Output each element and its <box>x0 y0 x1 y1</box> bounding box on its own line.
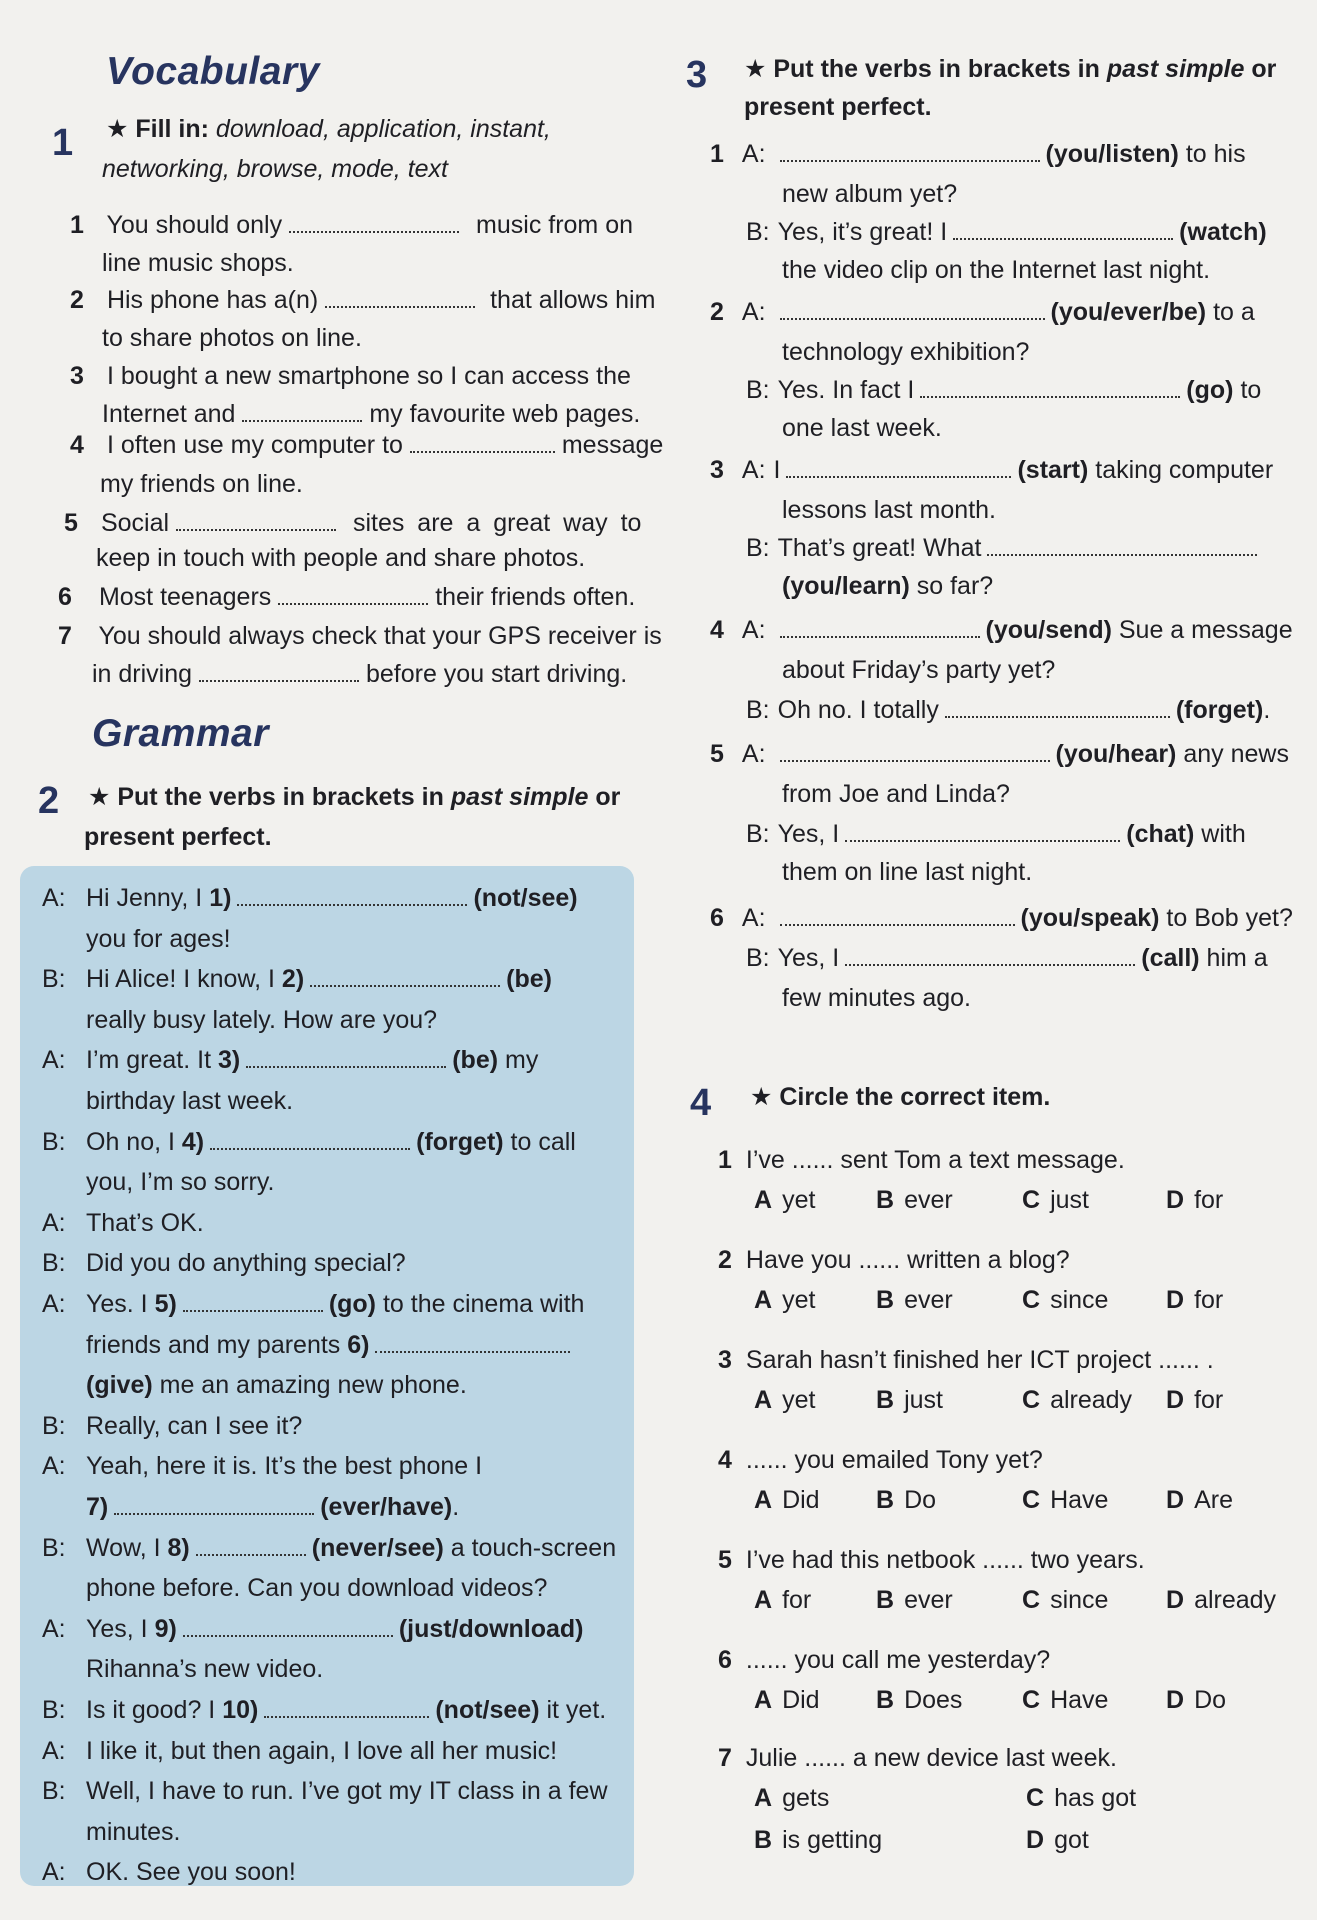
verb-prompt: (go) <box>1186 376 1234 404</box>
option-text: yet <box>782 1286 816 1314</box>
option-text: ever <box>904 1586 953 1614</box>
vocab-item-5-cont: keep in touch with people and share photos. <box>96 544 586 572</box>
dialogue-text: Did you do anything special? <box>86 1249 406 1278</box>
question-text: Sarah hasn’t finished her ICT project ...... . <box>745 1346 1214 1374</box>
gap-number: 9) <box>154 1614 177 1643</box>
speaker-label: B: <box>42 1249 66 1278</box>
option-C[interactable] <box>1022 1486 1108 1515</box>
dialogue-text: to the cinema with <box>376 1290 585 1318</box>
verb-prompt: (give) <box>86 1371 153 1400</box>
option-B[interactable] <box>876 1486 936 1515</box>
option-text: is getting <box>782 1826 883 1854</box>
option-text: ever <box>904 1186 953 1214</box>
option-C[interactable] <box>1022 1286 1108 1315</box>
question-text: I’ve ...... sent Tom a text message. <box>745 1146 1125 1174</box>
ex3-item-3-a-cont: lessons last month. <box>782 496 996 524</box>
option-text: since <box>1050 1286 1109 1314</box>
option-D[interactable] <box>1166 1586 1276 1615</box>
text: . <box>1263 696 1271 724</box>
speaker-label: A: <box>42 1046 66 1075</box>
option-text: Do <box>904 1486 937 1514</box>
vocab-item-7: 7 You should always check that your GPS receiver is <box>58 622 662 650</box>
dialogue-text: Yes, I <box>86 1614 155 1643</box>
dialogue-text: minutes. <box>86 1817 181 1846</box>
gap-number: 3) <box>217 1046 241 1075</box>
option-letter: A <box>754 1286 773 1314</box>
option-text: Do <box>1194 1686 1227 1714</box>
speaker-label: B: <box>42 1411 66 1440</box>
speaker-label: A: <box>741 456 766 484</box>
ex4-question-5 <box>718 1546 1145 1575</box>
text: taking computer <box>1088 456 1274 484</box>
dialogue-text: Wow, I <box>86 1533 168 1562</box>
text: Sue a message <box>1111 616 1293 644</box>
verb-prompt: (forget) <box>416 1127 504 1156</box>
option-letter: A <box>754 1186 773 1214</box>
option-B[interactable] <box>876 1586 953 1615</box>
speaker-label: A: <box>42 1736 66 1765</box>
dialogue-text: Hi Jenny, I <box>86 884 210 912</box>
dialogue-text: friends and my parents <box>86 1330 348 1359</box>
option-C[interactable] <box>1022 1586 1108 1615</box>
option-D[interactable] <box>1166 1386 1223 1415</box>
option-letter: C <box>1022 1486 1041 1514</box>
dialogue-text: Yes. I <box>86 1290 155 1318</box>
verb-prompt: (you/listen) <box>1045 140 1179 168</box>
item-number: 1 <box>710 140 724 168</box>
option-text: just <box>904 1386 943 1414</box>
exercise-1-number: 1 <box>52 122 74 164</box>
vocab-item-3: 3 I bought a new smartphone so I can access the <box>70 362 631 390</box>
option-D[interactable] <box>1026 1826 1089 1855</box>
question-text: Have you ...... written a blog? <box>745 1246 1070 1274</box>
option-text: since <box>1050 1586 1109 1614</box>
item-number: 2 <box>710 298 724 326</box>
text: so far? <box>909 572 994 600</box>
option-A[interactable] <box>754 1386 815 1415</box>
ex4-question-4 <box>718 1446 1043 1475</box>
vocab-item-1-cont: line music shops. <box>102 249 294 277</box>
option-letter: D <box>1166 1586 1185 1614</box>
instruction-lead: ★ Fill in: <box>106 115 209 143</box>
dialogue-text: Well, I have to run. I’ve got my IT class in a few <box>86 1777 608 1806</box>
item-number: 6 <box>718 1646 732 1674</box>
option-B[interactable] <box>754 1826 882 1855</box>
dialogue-text: it yet. <box>539 1696 607 1724</box>
verb-prompt: (never/see) <box>311 1533 444 1562</box>
verb-prompt: (start) <box>1017 456 1089 484</box>
ex4-question-1 <box>718 1146 1125 1175</box>
gap-number: 4) <box>181 1127 205 1156</box>
option-A[interactable] <box>754 1686 820 1715</box>
option-letter: C <box>1022 1686 1041 1714</box>
item-number: 3 <box>718 1346 732 1374</box>
verb-prompt: (not/see) <box>473 884 578 912</box>
speaker-label: B: <box>746 534 770 562</box>
option-A[interactable] <box>754 1286 815 1315</box>
option-letter: B <box>876 1686 895 1714</box>
question-text: Julie ...... a new device last week. <box>745 1744 1117 1772</box>
option-text: gets <box>782 1784 830 1812</box>
dialogue-text: you for ages! <box>86 924 231 953</box>
speaker-label: A: <box>42 1290 66 1318</box>
verb-prompt: (go) <box>328 1290 377 1318</box>
option-letter: D <box>1166 1386 1185 1414</box>
option-B[interactable] <box>876 1186 953 1215</box>
item-number: 4 <box>718 1446 732 1474</box>
exercise-2-number: 2 <box>38 780 60 822</box>
word-list-1: download, application, instant, <box>215 115 551 143</box>
gap-number: 1) <box>209 884 232 912</box>
text: few minutes ago. <box>782 984 971 1012</box>
speaker-label: A: <box>741 140 766 168</box>
option-letter: B <box>754 1826 773 1854</box>
exercise-2-instruction: ★ Put the verbs in brackets in past simple or <box>88 783 621 811</box>
text: one last week. <box>782 414 942 442</box>
gap-number: 5) <box>154 1290 177 1318</box>
ex4-question-6 <box>718 1646 1050 1675</box>
option-C[interactable] <box>1022 1686 1108 1715</box>
dialogue-text: Rihanna’s new video. <box>86 1655 324 1684</box>
option-letter: D <box>1166 1486 1185 1514</box>
option-D[interactable] <box>1166 1486 1233 1515</box>
gap-number: 2) <box>281 965 305 994</box>
speaker-label: A: <box>42 884 66 912</box>
vocab-item-3-cont: Internet and my favourite web pages. <box>102 400 641 428</box>
vocab-item-4: 4 I often use my computer to message <box>70 431 664 459</box>
ex3-item-2-a-cont: technology exhibition? <box>782 338 1030 366</box>
text: Oh no. I totally <box>777 696 939 724</box>
word-list-2: networking, browse, mode, text <box>102 155 448 183</box>
speaker-label: B: <box>42 1777 66 1806</box>
dialogue-text: OK. See you soon! <box>86 1858 296 1887</box>
exercise-2-instruction-cont: present perfect. <box>84 823 272 851</box>
text: Yes, I <box>777 944 840 972</box>
verb-prompt: (watch) <box>1179 218 1267 246</box>
option-letter: C <box>1022 1186 1041 1214</box>
speaker-label: B: <box>42 1696 66 1724</box>
ex4-question-7 <box>718 1744 1117 1773</box>
item-number: 4 <box>710 616 724 644</box>
option-text: has got <box>1054 1784 1137 1812</box>
verb-prompt: (you/send) <box>985 616 1112 644</box>
dialogue-text: . <box>452 1493 460 1521</box>
exercise-4-number: 4 <box>690 1082 712 1124</box>
option-letter: B <box>876 1386 895 1414</box>
question-text: I’ve had this netbook ...... two years. <box>745 1546 1145 1574</box>
speaker-label: A: <box>42 1208 66 1237</box>
option-text: ever <box>904 1286 953 1314</box>
vocab-item-2: 2 His phone has a(n) that allows him <box>70 286 656 314</box>
option-text: already <box>1194 1586 1277 1614</box>
option-B[interactable] <box>876 1686 962 1715</box>
verb-prompt: (chat) <box>1126 820 1195 848</box>
verb-prompt: (forget) <box>1175 696 1264 724</box>
text: Yes, I <box>777 820 840 848</box>
text: them on line last night. <box>782 858 1033 886</box>
item-number: 5 <box>718 1546 732 1574</box>
gap-number: 6) <box>347 1330 370 1359</box>
speaker-label: A: <box>741 616 766 644</box>
vocabulary-heading: Vocabulary <box>106 50 320 93</box>
option-letter: D <box>1026 1826 1045 1854</box>
dialogue-text: you, I’m so sorry. <box>86 1168 275 1197</box>
gap-number: 10) <box>222 1696 259 1724</box>
dialogue-text: me an amazing new phone. <box>152 1371 467 1400</box>
text: to <box>1233 376 1262 404</box>
option-C[interactable] <box>1022 1386 1132 1415</box>
verb-prompt: (be) <box>452 1046 499 1075</box>
dialogue-text: Is it good? I <box>86 1696 223 1724</box>
option-letter: C <box>1022 1586 1041 1614</box>
verb-prompt: (you/hear) <box>1055 740 1177 768</box>
vocab-item-4-cont: my friends on line. <box>100 470 303 498</box>
option-D[interactable] <box>1166 1186 1223 1215</box>
exercise-4-instruction: ★ Circle the correct item. <box>750 1083 1051 1111</box>
speaker-label: B: <box>746 696 770 724</box>
verb-prompt: (ever/have) <box>320 1493 453 1521</box>
option-D[interactable] <box>1166 1686 1226 1715</box>
option-D[interactable] <box>1166 1286 1223 1315</box>
speaker-label: B: <box>746 376 770 404</box>
item-number: 5 <box>710 740 724 768</box>
dialogue-text: my <box>498 1046 539 1075</box>
speaker-label: B: <box>746 218 770 246</box>
text: to Bob yet? <box>1159 904 1293 932</box>
option-A[interactable] <box>754 1586 811 1615</box>
option-text: yet <box>782 1186 816 1214</box>
option-letter: B <box>876 1286 895 1314</box>
item-number: 3 <box>710 456 724 484</box>
item-number: 2 <box>718 1246 732 1274</box>
vocab-item-1: 1 You should only music from on <box>70 211 634 239</box>
ex3-item-5-a-cont: from Joe and Linda? <box>782 780 1010 808</box>
option-A[interactable] <box>754 1186 815 1215</box>
option-letter: A <box>754 1486 773 1514</box>
option-letter: A <box>754 1386 773 1414</box>
option-text: Did <box>782 1686 820 1714</box>
verb-prompt: (you/speak) <box>1020 904 1160 932</box>
speaker-label: B: <box>42 1533 66 1562</box>
speaker-label: A: <box>741 298 766 326</box>
speaker-label: B: <box>42 965 66 994</box>
vocab-item-2-cont: to share photos on line. <box>102 324 362 352</box>
option-letter: C <box>1026 1784 1045 1812</box>
exercise-3-instruction: ★ Put the verbs in brackets in past simple or <box>744 55 1277 83</box>
verb-prompt: (just/download) <box>398 1614 584 1643</box>
option-text: for <box>782 1586 812 1614</box>
option-text: Does <box>904 1686 963 1714</box>
speaker-label: B: <box>42 1127 66 1156</box>
speaker-label: A: <box>42 1858 66 1887</box>
gap-number: 8) <box>167 1533 190 1562</box>
exercise-3-instruction-cont: present perfect. <box>744 93 932 121</box>
text: him a <box>1199 944 1268 972</box>
ex4-question-3 <box>718 1346 1214 1375</box>
option-letter: D <box>1166 1686 1185 1714</box>
text: any news <box>1176 740 1289 768</box>
text: I <box>773 456 781 484</box>
option-A[interactable] <box>754 1784 829 1813</box>
gap-number: 7) <box>86 1493 109 1521</box>
option-text: yet <box>782 1386 816 1414</box>
speaker-label: B: <box>746 944 770 972</box>
option-letter: D <box>1166 1186 1185 1214</box>
text: the video clip on the Internet last night. <box>782 256 1211 284</box>
speaker-label: A: <box>741 904 766 932</box>
option-letter: A <box>754 1586 773 1614</box>
option-text: just <box>1050 1186 1089 1214</box>
dialogue-text: Hi Alice! I know, I <box>86 965 282 994</box>
text: That’s great! What <box>777 534 982 562</box>
item-number: 6 <box>710 904 724 932</box>
text: Yes. In fact I <box>777 376 915 404</box>
verb-prompt: (be) <box>506 965 552 994</box>
question-text: ...... you call me yesterday? <box>745 1646 1051 1674</box>
speaker-label: A: <box>42 1614 66 1643</box>
vocab-item-7-cont: in driving before you start driving. <box>92 660 628 688</box>
dialogue-text: That’s OK. <box>86 1208 204 1237</box>
ex4-question-2 <box>718 1246 1070 1275</box>
speaker-label: A: <box>741 740 766 768</box>
option-letter: B <box>876 1186 895 1214</box>
option-letter: A <box>754 1686 773 1714</box>
dialogue-text: Yeah, here it is. It’s the best phone I <box>86 1452 483 1481</box>
verb-prompt: (call) <box>1141 944 1200 972</box>
option-C[interactable] <box>1026 1784 1136 1813</box>
dialogue-text: Oh no, I <box>86 1127 182 1156</box>
option-text: for <box>1194 1186 1224 1214</box>
dialogue-text: a touch-screen <box>443 1533 617 1562</box>
option-B[interactable] <box>876 1386 943 1415</box>
option-letter: B <box>876 1586 895 1614</box>
dialogue-text: I like it, but then again, I love all her music! <box>86 1736 558 1765</box>
item-number: 1 <box>718 1146 732 1174</box>
text: to a <box>1206 298 1255 326</box>
option-text: for <box>1194 1386 1224 1414</box>
ex3-item-1-a-cont: new album yet? <box>782 180 958 208</box>
text: to his <box>1178 140 1246 168</box>
dialogue-text: phone before. Can you download videos? <box>86 1574 548 1603</box>
dialogue-text: birthday last week. <box>86 1087 294 1115</box>
option-C[interactable] <box>1022 1186 1089 1215</box>
option-text: Have <box>1050 1486 1109 1514</box>
dialogue-text: really busy lately. How are you? <box>86 1005 438 1034</box>
text: with <box>1194 820 1246 848</box>
question-text: ...... you emailed Tony yet? <box>745 1446 1043 1474</box>
option-letter: A <box>754 1784 773 1812</box>
verb-prompt: (you/learn) <box>782 572 910 600</box>
option-letter: B <box>876 1486 895 1514</box>
verb-prompt: (not/see) <box>435 1696 540 1724</box>
dialogue-text: I’m great. It <box>86 1046 218 1075</box>
vocab-item-5: 5 Social sites are a great way to <box>64 509 642 537</box>
verb-prompt: (you/ever/be) <box>1050 298 1207 326</box>
dialogue-text: to call <box>503 1127 576 1156</box>
exercise-3-number: 3 <box>686 54 708 96</box>
speaker-label: A: <box>42 1452 66 1481</box>
option-letter: C <box>1022 1386 1041 1414</box>
option-text: already <box>1050 1386 1133 1414</box>
dialogue-text: Really, can I see it? <box>86 1411 303 1440</box>
vocab-item-6: 6 Most teenagers their friends often. <box>58 583 636 611</box>
grammar-heading: Grammar <box>92 712 269 755</box>
option-text: Did <box>782 1486 820 1514</box>
option-text: Are <box>1194 1486 1233 1514</box>
option-A[interactable] <box>754 1486 820 1515</box>
ex3-item-4-a-cont: about Friday’s party yet? <box>782 656 1056 684</box>
option-text: Have <box>1050 1686 1109 1714</box>
option-B[interactable] <box>876 1286 953 1315</box>
option-text: got <box>1054 1826 1089 1854</box>
item-number: 7 <box>718 1744 732 1772</box>
option-letter: D <box>1166 1286 1185 1314</box>
text: Yes, it’s great! I <box>777 218 948 246</box>
option-text: for <box>1194 1286 1224 1314</box>
speaker-label: B: <box>746 820 770 848</box>
option-letter: C <box>1022 1286 1041 1314</box>
